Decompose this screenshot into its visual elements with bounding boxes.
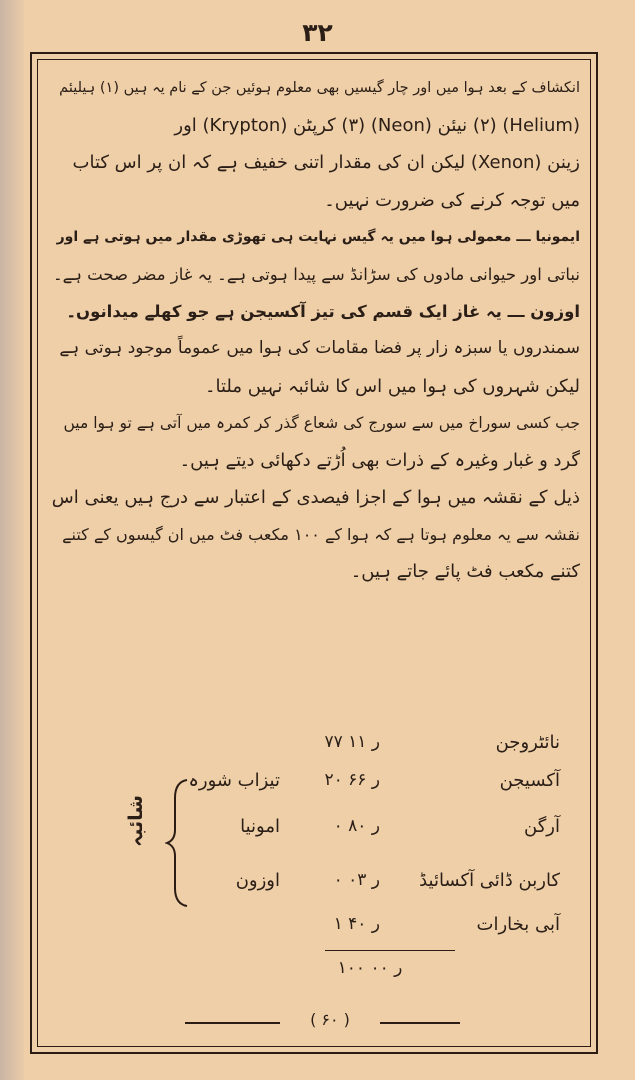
total-value: ۱۰۰ ر ۰۰ <box>337 958 403 978</box>
gas-name: آکسیجن <box>499 770 560 791</box>
text-line: (Helium) (۲) نیئن (Neon) (۳) کرپٹن (Krypton) اور <box>174 115 580 137</box>
text-line: ذیل کے نقشہ میں ہوا کے اجزا فیصدی کے اعتبار سے درج ہیں یعنی اس <box>51 487 580 509</box>
text-line-ozone: اوزون ـــ یہ غاز ایک قسم کی تیز آکسیجن ہے جو کھلے میدانوں۔ <box>66 302 580 322</box>
text-line: نقشہ سے یہ معلوم ہوتا ہے کہ ہوا کے ۱۰۰ مکعب فٹ میں ان گیسوں کے کتنے <box>62 525 580 545</box>
text-line: کتنے مکعب فٹ پائے جاتے ہیں۔ <box>350 561 580 583</box>
gas-value: ۰ ر ۸۰ <box>333 816 380 836</box>
gas-value: ۱ ر ۴۰ <box>333 914 380 934</box>
footer-rule-left <box>185 1022 280 1024</box>
total-rule <box>325 950 455 951</box>
gas-value: ۷۷ ر ۱۱ <box>324 732 380 752</box>
text-line: زینن (Xenon) لیکن ان کی مقدار اتنی خفیف ہے کہ ان پر اس کتاب <box>72 152 580 174</box>
footer-rule-right <box>380 1022 460 1024</box>
page-number: ۳۲ <box>302 18 333 47</box>
gas-name: آبی بخارات <box>476 914 560 935</box>
book-spine-edge <box>0 0 24 1080</box>
text-line: سمندروں یا سبزہ زار پر فضا مقامات کی ہوا میں عموماً موجود ہوتی ہے <box>59 338 580 359</box>
text-line: لیکن شہروں کی ہوا میں اس کا شائبہ نہیں ملتا۔ <box>204 375 580 397</box>
gas-name: نائٹروجن <box>495 732 560 753</box>
footer-mark: ( ۶۰ ) <box>310 1010 350 1029</box>
text-line: میں توجہ کرنے کی ضرورت نہیں۔ <box>324 189 580 211</box>
gas-name: آرگن <box>524 816 560 837</box>
gas-name: کاربن ڈائی آکسائیڈ <box>419 870 560 891</box>
text-line: جب کسی سوراخ میں سے سورج کی شعاع گذر کر کمرہ میں آتی ہے تو ہوا میں <box>63 413 580 432</box>
trace-label: شائبہ <box>125 795 147 847</box>
gas-value: ۰ ر ۰۳ <box>333 870 380 890</box>
text-line: انکشاف کے بعد ہوا میں اور چار گیسیں بھی معلوم ہوئیں جن کے نام یہ ہیں (۱) ہیلیئم <box>59 80 580 96</box>
trace-item: اوزون <box>235 870 280 891</box>
trace-item: امونیا <box>240 816 280 837</box>
gas-value: ۲۰ ر ۶۶ <box>324 770 380 790</box>
brace-icon <box>165 778 191 908</box>
text-line-ammonia: ایمونیا ـــ معمولی ہوا میں یہ گیس نہایت ہی تھوڑی مقدار میں ہوتی ہے اور <box>56 228 580 245</box>
trace-item: تیزاب شورہ <box>188 770 280 791</box>
text-line: نباتی اور حیوانی مادوں کی سڑانڈ سے پیدا ہوتی ہے۔ یہ غاز مضر صحت ہے۔ <box>52 264 580 284</box>
body-text <box>52 70 580 591</box>
text-line: گرد و غبار وغیرہ کے ذرات بھی اُڑتے دکھائی دیتے ہیں۔ <box>179 449 580 471</box>
